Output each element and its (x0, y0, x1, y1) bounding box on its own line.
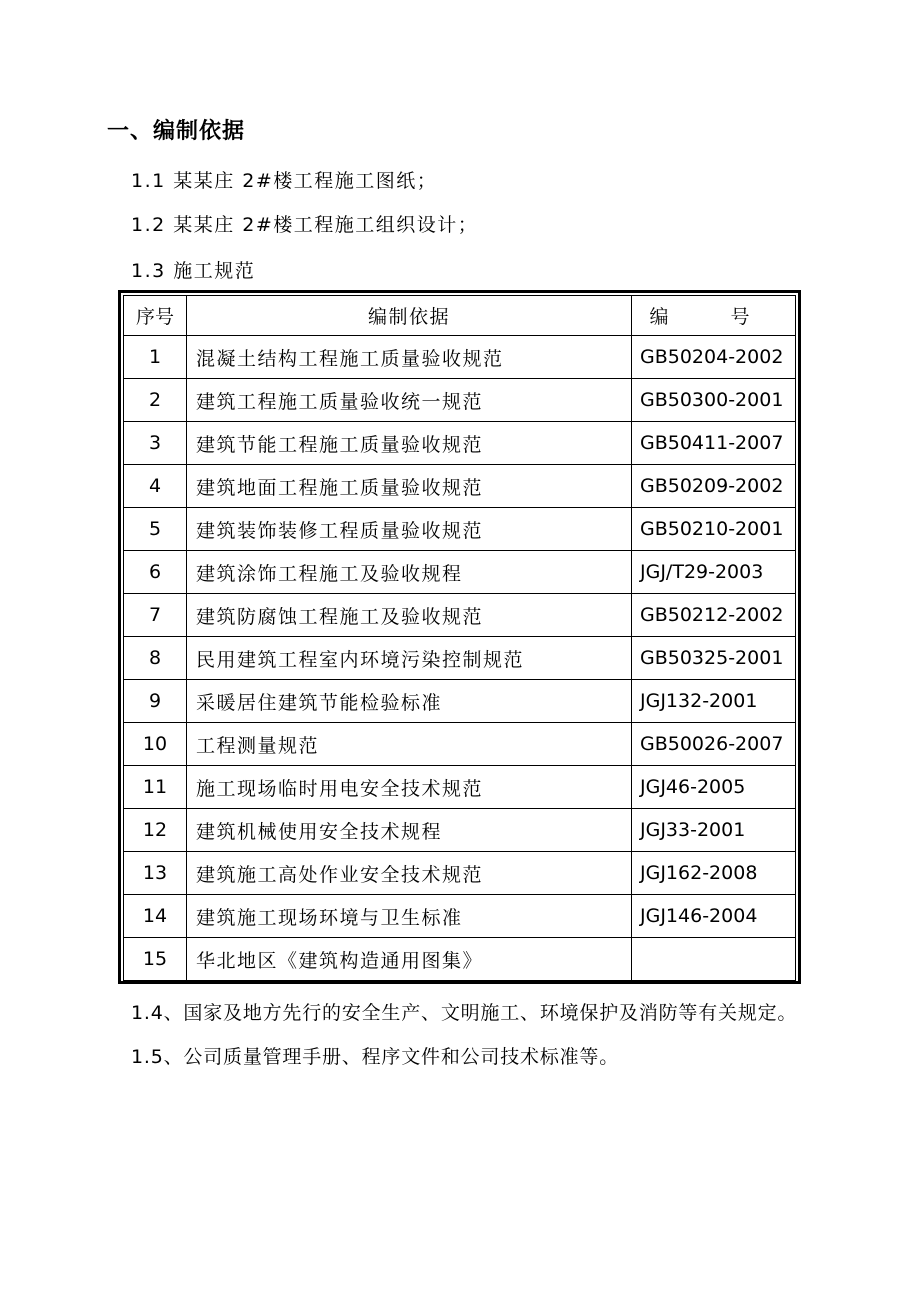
table-row (124, 336, 796, 379)
table-row (124, 895, 796, 938)
outro-item-1: 1.4、国家及地方先行的安全生产、文明施工、环境保护及消防等有关规定。 (131, 1002, 798, 1024)
row-no: 2 (124, 379, 187, 422)
header-no: 序号 (124, 296, 187, 336)
intro-item-2: 1.2 某某庄 2#楼工程施工组织设计； (131, 214, 479, 236)
table-row (124, 379, 796, 422)
row-name: 建筑机械使用安全技术规程 (187, 809, 632, 852)
row-name: 施工现场临时用电安全技术规范 (187, 766, 632, 809)
row-no: 5 (124, 508, 187, 551)
row-no: 13 (124, 852, 187, 895)
row-name: 混凝土结构工程施工质量验收规范 (187, 336, 632, 379)
row-code (632, 938, 796, 981)
row-no: 6 (124, 551, 187, 594)
row-no: 7 (124, 594, 187, 637)
row-code: GB50300-2001 (632, 379, 796, 422)
row-no: 10 (124, 723, 187, 766)
row-code: JGJ33-2001 (632, 809, 796, 852)
row-name: 建筑工程施工质量验收统一规范 (187, 379, 632, 422)
row-code: GB50212-2002 (632, 594, 796, 637)
table-header-row (124, 296, 796, 336)
row-name: 建筑地面工程施工质量验收规范 (187, 465, 632, 508)
row-name: 建筑节能工程施工质量验收规范 (187, 422, 632, 465)
table-row (124, 766, 796, 809)
intro-item-3: 1.3 施工规范 (131, 260, 256, 282)
row-name: 建筑涂饰工程施工及验收规程 (187, 551, 632, 594)
row-name: 建筑施工现场环境与卫生标准 (187, 895, 632, 938)
table-row (124, 852, 796, 895)
row-name: 建筑防腐蚀工程施工及验收规范 (187, 594, 632, 637)
standards-table-grid (123, 295, 796, 981)
row-no: 8 (124, 637, 187, 680)
row-code: GB50411-2007 (632, 422, 796, 465)
row-code: JGJ162-2008 (632, 852, 796, 895)
row-name: 建筑装饰装修工程质量验收规范 (187, 508, 632, 551)
section-heading: 一、编制依据 (107, 119, 246, 144)
row-code: JGJ146-2004 (632, 895, 796, 938)
row-no: 9 (124, 680, 187, 723)
intro-item-1: 1.1 某某庄 2#楼工程施工图纸； (131, 170, 438, 192)
row-code: GB50210-2001 (632, 508, 796, 551)
row-code: JGJ132-2001 (632, 680, 796, 723)
row-no: 12 (124, 809, 187, 852)
table-row (124, 637, 796, 680)
table-row (124, 594, 796, 637)
row-no: 15 (124, 938, 187, 981)
table-row (124, 938, 796, 981)
row-no: 3 (124, 422, 187, 465)
header-code: 编 号 (632, 296, 796, 336)
row-code: GB50026-2007 (632, 723, 796, 766)
row-name: 华北地区《建筑构造通用图集》 (187, 938, 632, 981)
row-code: JGJ46-2005 (632, 766, 796, 809)
row-code: GB50325-2001 (632, 637, 796, 680)
row-name: 民用建筑工程室内环境污染控制规范 (187, 637, 632, 680)
row-no: 4 (124, 465, 187, 508)
outro-item-2: 1.5、公司质量管理手册、程序文件和公司技术标准等。 (131, 1046, 620, 1068)
table-row (124, 680, 796, 723)
table-row (124, 422, 796, 465)
row-code: GB50209-2002 (632, 465, 796, 508)
row-no: 11 (124, 766, 187, 809)
row-name: 建筑施工高处作业安全技术规范 (187, 852, 632, 895)
row-code: JGJ/T29-2003 (632, 551, 796, 594)
table-row (124, 551, 796, 594)
row-name: 采暖居住建筑节能检验标准 (187, 680, 632, 723)
table-row (124, 508, 796, 551)
header-name: 编制依据 (187, 296, 632, 336)
table-row (124, 723, 796, 766)
table-row (124, 809, 796, 852)
standards-table (118, 290, 801, 984)
row-name: 工程测量规范 (187, 723, 632, 766)
row-no: 14 (124, 895, 187, 938)
row-code: GB50204-2002 (632, 336, 796, 379)
row-no: 1 (124, 336, 187, 379)
table-row (124, 465, 796, 508)
